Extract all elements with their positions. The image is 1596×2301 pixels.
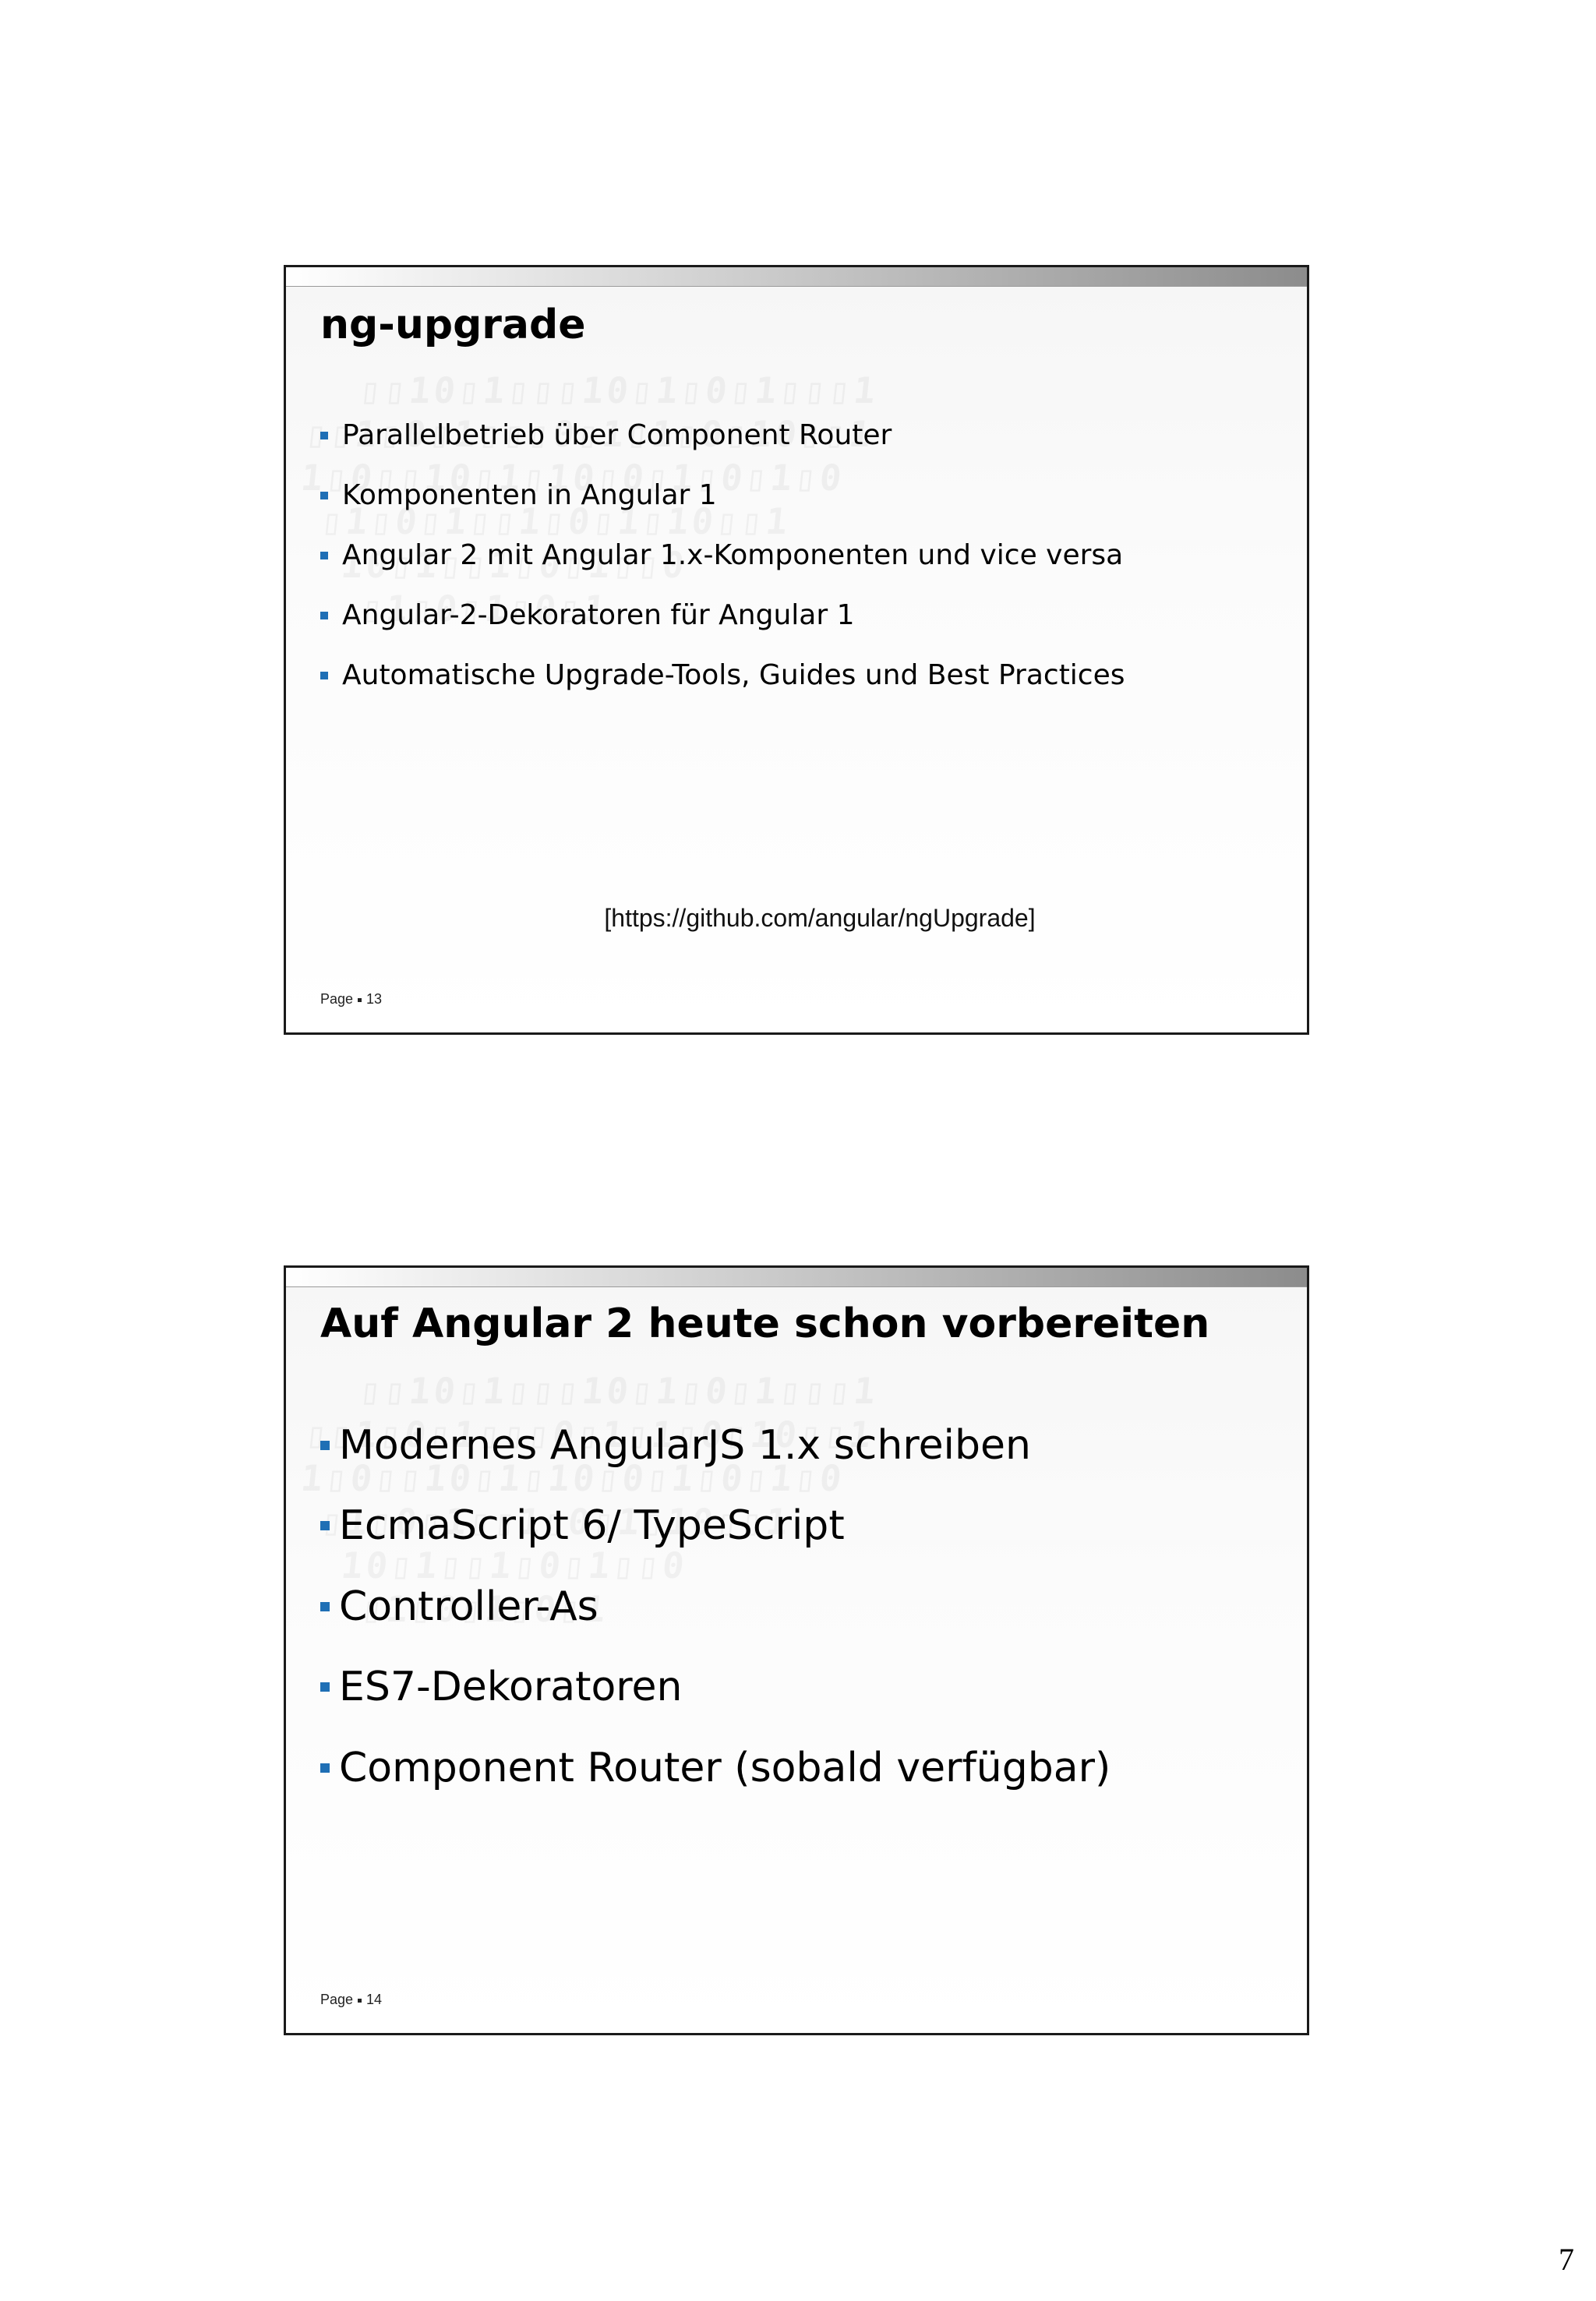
square-bullet-icon xyxy=(320,612,328,619)
bullet-item xyxy=(320,1566,1110,1647)
bullet-item xyxy=(320,1405,1110,1486)
bullet-text: EcmaScript 6/ TypeScript xyxy=(339,1502,845,1550)
bullet-text: Parallelbetrieb über Component Router xyxy=(342,419,892,451)
footer-slide-number: 13 xyxy=(366,991,383,1007)
slide-footer xyxy=(320,991,382,1008)
square-bullet-icon xyxy=(320,1682,330,1692)
slide-title: Auf Angular 2 heute schon vorbereiten xyxy=(320,1300,1210,1347)
footer-label: Page xyxy=(320,991,354,1007)
bullet-text: Komponenten in Angular 1 xyxy=(342,479,717,511)
square-bullet-icon xyxy=(320,492,328,499)
square-bullet-icon xyxy=(320,432,328,439)
square-bullet-icon xyxy=(320,672,328,679)
footer-separator-icon xyxy=(358,998,362,1002)
bullet-text: Automatische Upgrade-Tools, Guides und Best Practices xyxy=(342,659,1125,691)
slide-header-bar xyxy=(286,1268,1307,1287)
bullet-text: Modernes AngularJS 1.x schreiben xyxy=(339,1421,1031,1469)
footer-label: Page xyxy=(320,1992,354,2007)
bullet-item xyxy=(320,525,1125,585)
bullet-item xyxy=(320,465,1125,525)
bullet-item xyxy=(320,585,1125,645)
reference-link[interactable]: [https://github.com/angular/ngUpgrade] xyxy=(604,904,1036,932)
bullet-text: Angular-2-Dekoratoren für Angular 1 xyxy=(342,599,855,631)
bullet-item xyxy=(320,1728,1110,1809)
footer-separator-icon xyxy=(358,1999,362,2003)
bullet-list xyxy=(320,405,1125,705)
slide-title: ng-upgrade xyxy=(320,302,586,348)
square-bullet-icon xyxy=(320,1602,330,1611)
slide-14 xyxy=(284,1265,1309,2035)
slide-header-bar xyxy=(286,267,1307,287)
square-bullet-icon xyxy=(320,552,328,559)
square-bullet-icon xyxy=(320,1763,330,1773)
footer-slide-number: 14 xyxy=(366,1992,383,2007)
slide-13 xyxy=(284,265,1309,1035)
bullet-text: Controller-As xyxy=(339,1583,598,1630)
square-bullet-icon xyxy=(320,1521,330,1530)
slide-footer xyxy=(320,1992,382,2008)
bullet-text: Component Router (sobald verfügbar) xyxy=(339,1744,1111,1791)
bullet-text: Angular 2 mit Angular 1.x-Komponenten und vice versa xyxy=(342,539,1124,571)
bullet-text: ES7-Dekoratoren xyxy=(339,1664,683,1711)
bullet-item xyxy=(320,1486,1110,1567)
bullet-item xyxy=(320,645,1125,705)
bullet-item xyxy=(320,1647,1110,1728)
square-bullet-icon xyxy=(320,1441,330,1450)
bullet-list xyxy=(320,1405,1110,1809)
bullet-item xyxy=(320,405,1125,465)
document-page-number: 7 xyxy=(1559,2242,1574,2277)
